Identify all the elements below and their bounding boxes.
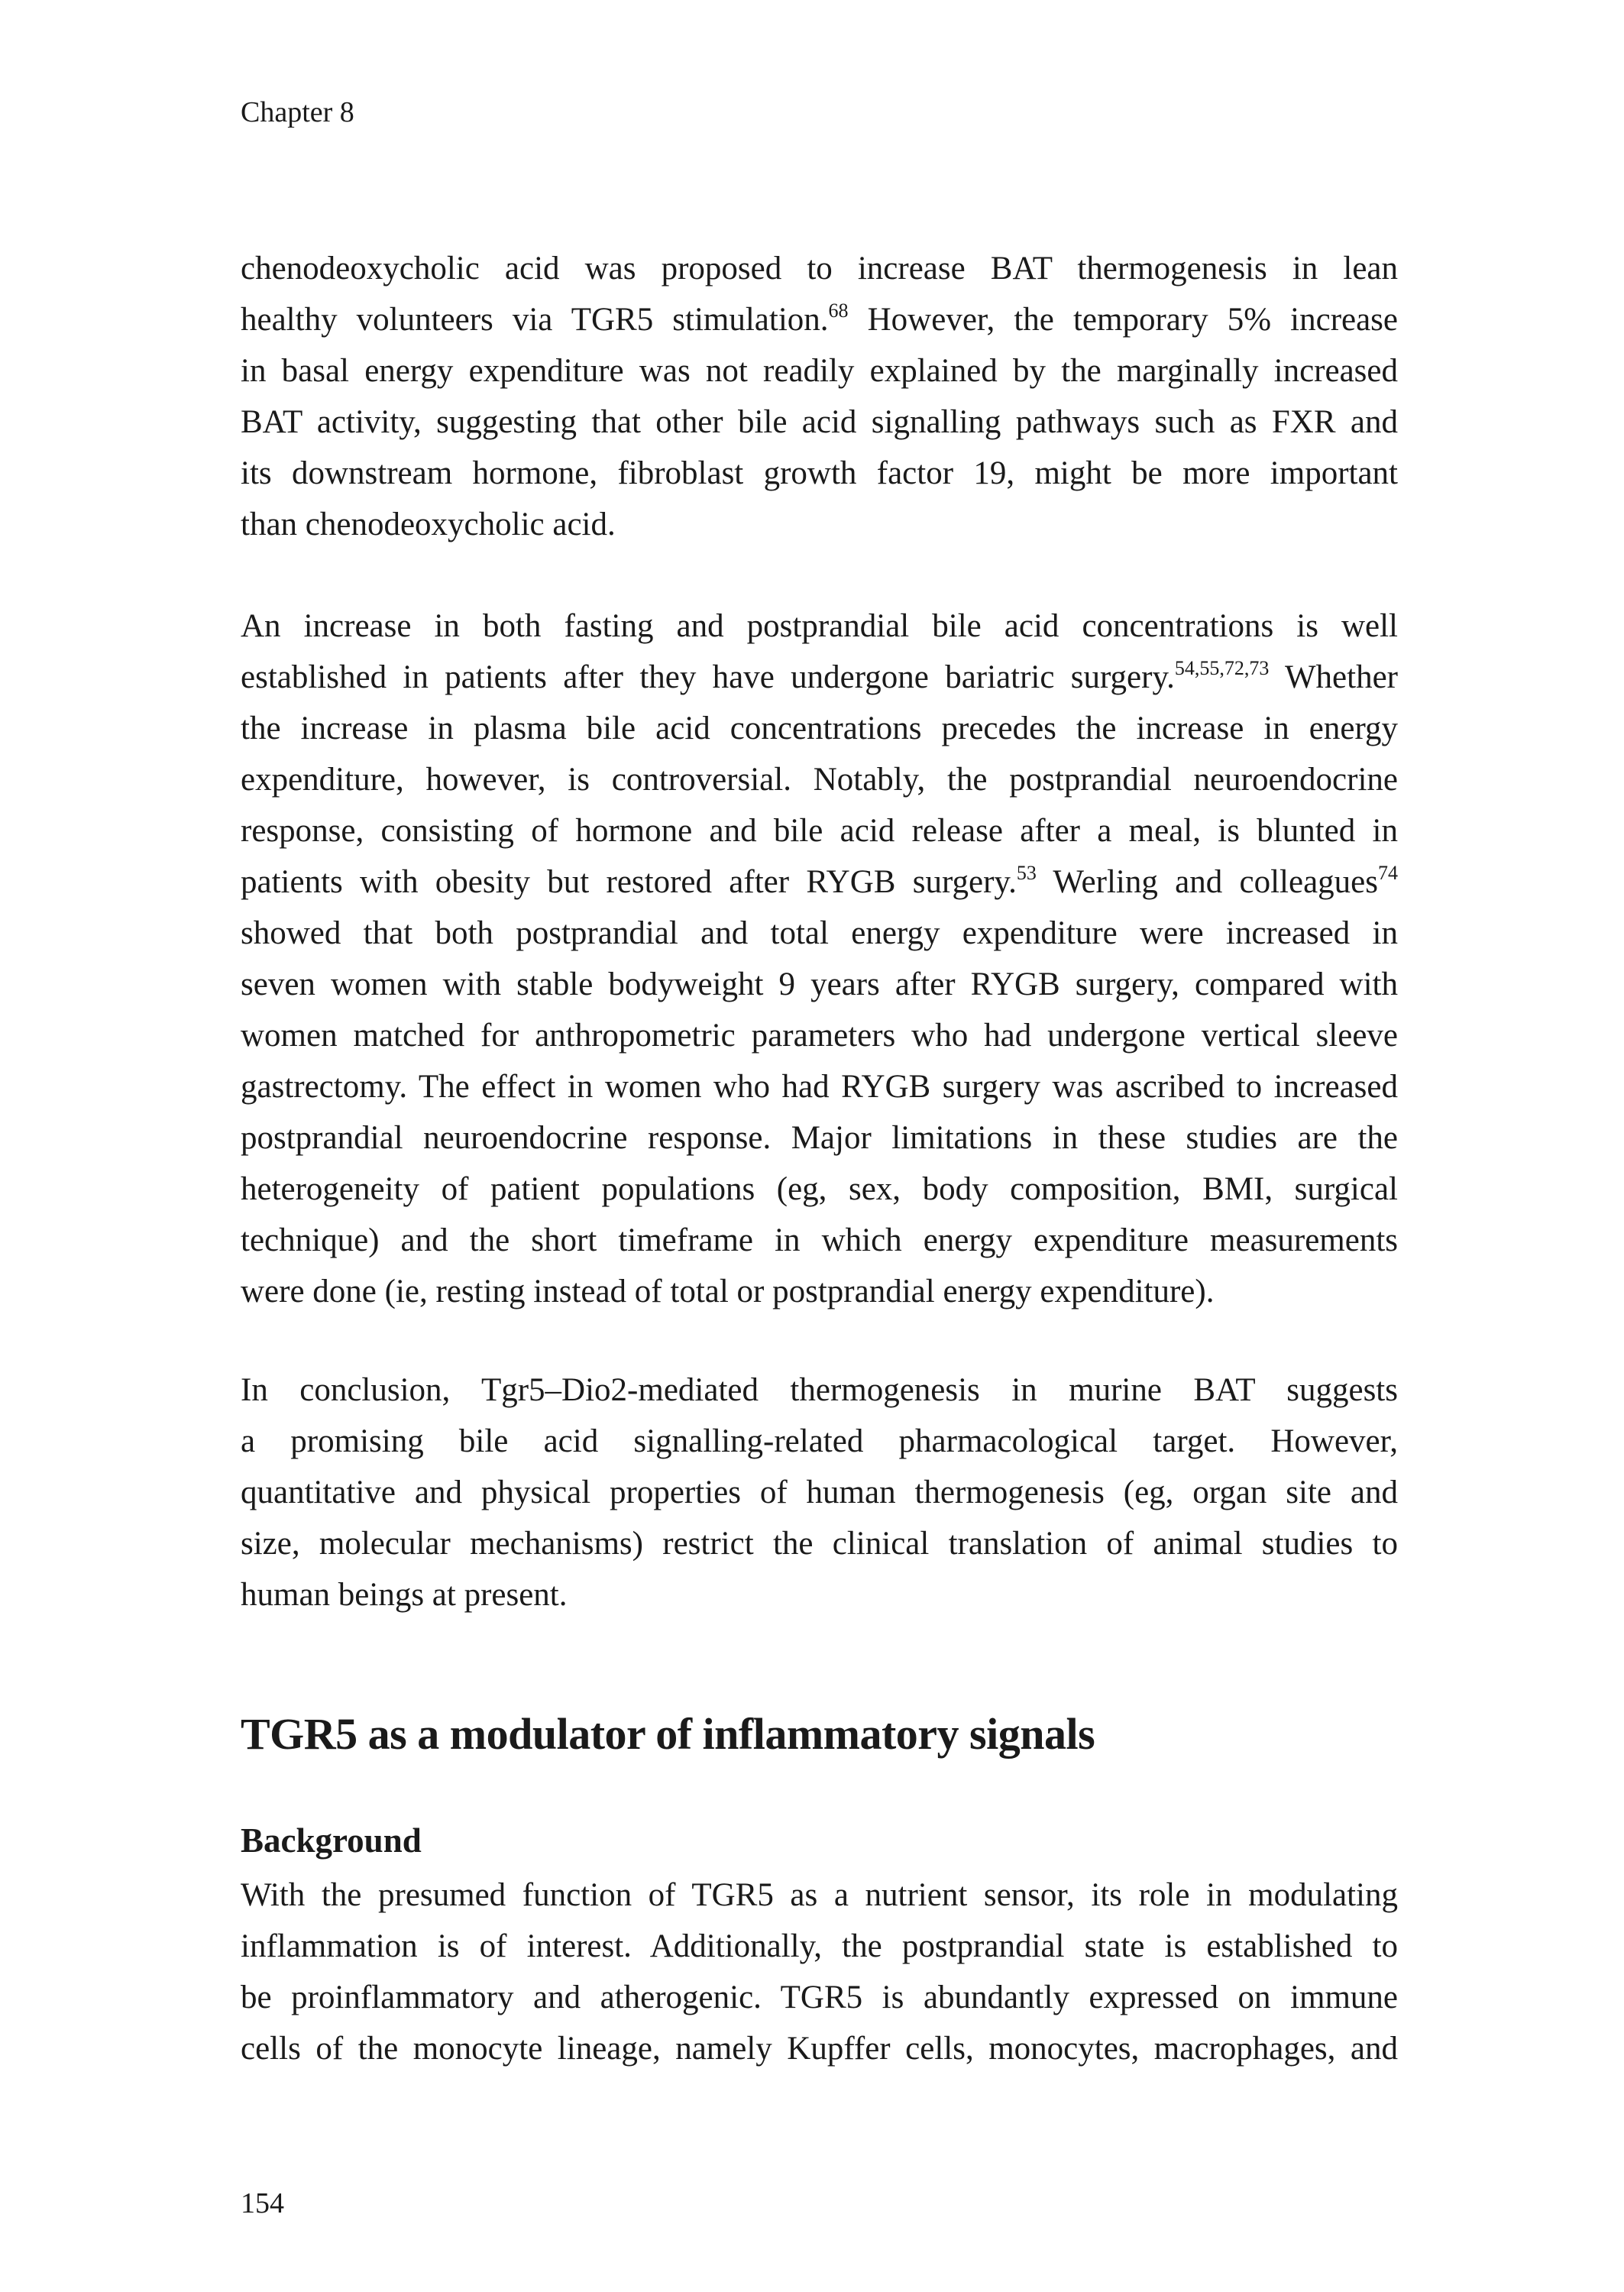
text-run: a promising bile acid signalling-related pharmacological target. However, bbox=[241, 1423, 1398, 1459]
text-run: inflammation is of interest. Additionally, the postprandial state is established to bbox=[241, 1928, 1398, 1964]
text-line bbox=[241, 2023, 1398, 2074]
text-run: be proinflammatory and atherogenic. TGR5 is abundantly expressed on immune bbox=[241, 1980, 1398, 2015]
text-line bbox=[241, 1365, 1398, 1416]
text-run: seven women with stable bodyweight 9 years after RYGB surgery, compared with bbox=[241, 966, 1398, 1002]
text-run: chenodeoxycholic acid was proposed to increase BAT thermogenesis in lean bbox=[241, 251, 1398, 286]
text-run: postprandial neuroendocrine response. Major limitations in these studies are the bbox=[241, 1120, 1398, 1156]
text-line bbox=[241, 1061, 1398, 1112]
text-run: the increase in plasma bile acid concentrations precedes the increase in energy bbox=[241, 711, 1398, 746]
text-line bbox=[241, 703, 1398, 754]
text-run: Werling and colleagues bbox=[1036, 864, 1378, 900]
text-line bbox=[241, 1266, 1398, 1317]
text-run: BAT activity, suggesting that other bile acid signalling pathways such as FXR and bbox=[241, 404, 1398, 440]
citation-superscript: 68 bbox=[828, 299, 849, 322]
subsection-heading: Background bbox=[241, 1821, 422, 1860]
text-line bbox=[241, 1569, 1398, 1620]
text-line bbox=[241, 1416, 1398, 1467]
text-run: heterogeneity of patient populations (eg, sex, body composition, BMI, surgical bbox=[241, 1171, 1398, 1207]
citation-superscript: 54,55,72,73 bbox=[1174, 657, 1270, 679]
text-line bbox=[241, 1164, 1398, 1215]
running-head: Chapter 8 bbox=[241, 96, 354, 128]
text-line bbox=[241, 1010, 1398, 1061]
paragraph bbox=[241, 243, 1398, 550]
text-run: Whether bbox=[1269, 659, 1398, 695]
text-run: quantitative and physical properties of human thermogenesis (eg, organ site and bbox=[241, 1475, 1398, 1510]
text-line bbox=[241, 754, 1398, 805]
text-run: expenditure, however, is controversial. Notably, the postprandial neuroendocrine bbox=[241, 762, 1398, 798]
text-run: patients with obesity but restored after RYGB surgery. bbox=[241, 864, 1017, 900]
text-line bbox=[241, 243, 1398, 294]
text-run: gastrectomy. The effect in women who had RYGB surgery was ascribed to increased bbox=[241, 1069, 1398, 1105]
text-run: established in patients after they have undergone bariatric surgery. bbox=[241, 659, 1175, 695]
text-line bbox=[241, 601, 1398, 652]
text-run: However, the temporary 5% increase bbox=[848, 302, 1399, 338]
text-line bbox=[241, 397, 1398, 448]
text-line bbox=[241, 908, 1398, 959]
text-run: its downstream hormone, fibroblast growth factor 19, might be more important bbox=[241, 455, 1398, 491]
text-line bbox=[241, 1112, 1398, 1164]
text-line bbox=[241, 805, 1398, 856]
text-line bbox=[241, 499, 1398, 550]
section-heading: TGR5 as a modulator of inflammatory signals bbox=[241, 1709, 1095, 1759]
paragraph bbox=[241, 1870, 1398, 2074]
text-run: were done (ie, resting instead of total or postprandial energy expenditure). bbox=[241, 1274, 1215, 1309]
text-run: size, molecular mechanisms) restrict the clinical translation of animal studies to bbox=[241, 1526, 1398, 1562]
citation-superscript: 53 bbox=[1016, 862, 1037, 884]
paragraph bbox=[241, 601, 1398, 1317]
text-line bbox=[241, 652, 1398, 703]
text-run: cells of the monocyte lineage, namely Kupffer cells, monocytes, macrophages, and bbox=[241, 2031, 1398, 2067]
text-line bbox=[241, 856, 1398, 908]
text-run: showed that both postprandial and total energy expenditure were increased in bbox=[241, 915, 1398, 951]
page-number: 154 bbox=[241, 2187, 284, 2219]
text-run: than chenodeoxycholic acid. bbox=[241, 507, 616, 542]
text-line bbox=[241, 959, 1398, 1010]
text-line bbox=[241, 1215, 1398, 1266]
text-line bbox=[241, 1921, 1398, 1972]
text-run: response, consisting of hormone and bile acid release after a meal, is blunted in bbox=[241, 813, 1398, 849]
text-run: technique) and the short timeframe in which energy expenditure measurements bbox=[241, 1222, 1398, 1258]
text-line bbox=[241, 345, 1398, 397]
text-run: in basal energy expenditure was not readily explained by the marginally increased bbox=[241, 353, 1398, 389]
text-line bbox=[241, 448, 1398, 499]
text-run: women matched for anthropometric parameters who had undergone vertical sleeve bbox=[241, 1018, 1398, 1054]
text-line bbox=[241, 1870, 1398, 1921]
text-line bbox=[241, 1518, 1398, 1569]
text-run: healthy volunteers via TGR5 stimulation. bbox=[241, 302, 829, 338]
text-run: With the presumed function of TGR5 as a nutrient sensor, its role in modulating bbox=[241, 1877, 1398, 1913]
text-line bbox=[241, 1972, 1398, 2023]
citation-superscript: 74 bbox=[1378, 862, 1398, 884]
text-run: human beings at present. bbox=[241, 1577, 568, 1613]
text-line bbox=[241, 294, 1398, 345]
text-run: In conclusion, Tgr5–Dio2-mediated thermogenesis in murine BAT suggests bbox=[241, 1372, 1398, 1408]
paragraph bbox=[241, 1365, 1398, 1620]
text-run: An increase in both fasting and postprandial bile acid concentrations is well bbox=[241, 608, 1398, 644]
text-line bbox=[241, 1467, 1398, 1518]
